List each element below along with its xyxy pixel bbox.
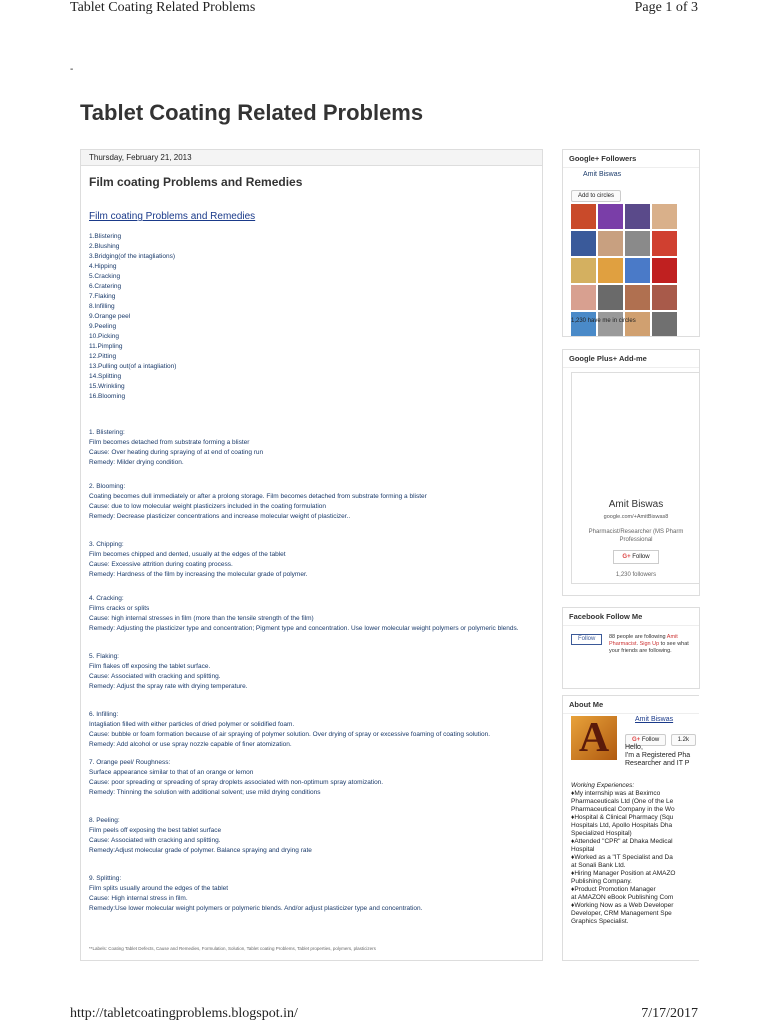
problem-section: [89, 758, 534, 798]
fb-text-post: to see what your friends are following.: [609, 641, 689, 654]
about-intro: [625, 744, 690, 768]
facebook-follow-button[interactable]: Follow: [571, 634, 602, 645]
follower-avatar[interactable]: [598, 231, 623, 256]
widget-title: Google+ Followers: [563, 150, 699, 168]
toc-item: 10.Picking: [89, 333, 119, 340]
follower-avatar[interactable]: [571, 231, 596, 256]
toc-item: 7.Flaking: [89, 293, 116, 300]
toc-item: 16.Blooming: [89, 393, 126, 400]
add-to-circles-label[interactable]: Add to circles: [571, 190, 621, 202]
experience-line: Publishing Company.: [571, 878, 632, 885]
toc-item: 3.Bridging(of the intagliations): [89, 253, 175, 260]
pdf-header-title: Tablet Coating Related Problems: [70, 0, 256, 15]
facebook-follow-text: [609, 634, 700, 655]
follower-avatar[interactable]: [625, 231, 650, 256]
blog-post: [80, 149, 543, 961]
follower-avatar[interactable]: [598, 312, 623, 337]
experience-line: Hospital: [571, 846, 595, 853]
pdf-page-number: Page 1 of 3: [634, 0, 698, 15]
experience-line: at AMAZON eBook Publishing Com: [571, 894, 674, 901]
section-line: Remedy: Add alcohol or use spray nozzle capable of finer atomization.: [89, 741, 292, 748]
section-line: Remedy: Hardness of the film by increasing the molecular grade of polymer.: [89, 571, 308, 578]
problem-sections: [81, 428, 542, 914]
follower-avatar[interactable]: [598, 258, 623, 283]
section-line: Cause: Associated with cracking and splitting.: [89, 837, 221, 844]
follower-avatar[interactable]: [571, 312, 596, 337]
profile-role-line1: Pharmacist/Researcher (MS Pharm: [588, 529, 684, 535]
fb-profile-link[interactable]: Amit Pharmacist: [609, 634, 678, 647]
google-plus-addme-widget: [562, 349, 700, 596]
problem-section: [89, 540, 534, 580]
section-line: Intagliation filled with either particles of dried polymer or solidified foam.: [89, 721, 295, 728]
post-title[interactable]: Film coating Problems and Remedies: [89, 175, 303, 189]
working-experiences: [571, 782, 699, 926]
experience-lines: [571, 790, 699, 926]
section-line: Cause: bubble or foam formation because of air spraying of polymer solution. Over drying of spray or excessive foaming of coating solution.: [89, 731, 491, 738]
post-labels[interactable]: **Labels: Coating Tablet Defects, Cause and Remedies, Formulation, Solution, Tablet coating Problems, Tablet properties, polymers, plasticizers: [89, 946, 376, 951]
post-title-link[interactable]: Film coating Problems and Remedies: [89, 211, 256, 222]
experience-line: ♦Attended "CPR" at Dhaka Medical: [571, 838, 673, 845]
section-line: Cause: Excessive attrition during coating process.: [89, 561, 233, 568]
section-heading: 3. Chipping:: [89, 541, 124, 548]
follower-avatar[interactable]: [652, 312, 677, 337]
profile-role: [572, 528, 700, 544]
follower-avatar[interactable]: [625, 204, 650, 229]
section-line: Cause: due to low molecular weight plasticizers included in the coating formulation: [89, 503, 327, 510]
section-line: Remedy: Decrease plasticizer concentrations and increase molecular weight of plasticizer..: [89, 513, 351, 520]
about-intro-line3: Researcher and IT P: [625, 760, 690, 767]
section-heading: 2. Blooming:: [89, 483, 126, 490]
problem-section: [89, 428, 534, 468]
section-line: Films cracks or splits: [89, 605, 150, 612]
section-heading: 4. Cracking:: [89, 595, 124, 602]
about-follow-count: 1.2k: [671, 734, 696, 746]
follower-avatar[interactable]: [571, 258, 596, 283]
section-line: Remedy: Milder drying condition.: [89, 459, 184, 466]
problem-section: [89, 816, 534, 856]
problem-section: [89, 652, 534, 692]
add-to-circles-button[interactable]: [571, 184, 621, 202]
section-heading: 1. Blistering:: [89, 429, 125, 436]
toc-item: 15.Wrinkling: [89, 383, 125, 390]
pdf-footer-url: http://tabletcoatingproblems.blogspot.in/: [70, 1006, 298, 1021]
section-line: Cause: high internal stresses in film (more than the tensile strength of the film): [89, 615, 314, 622]
section-line: Cause: poor spreading or spreading of spray droplets associated with non-optimum spray atomization.: [89, 779, 384, 786]
section-line: Film peels off exposing the best tablet surface: [89, 827, 222, 834]
google-followers-widget: [562, 149, 700, 337]
section-line: Remedy: Adjust the spray rate with drying temperature.: [89, 683, 248, 690]
pdf-footer-date: 7/17/2017: [641, 1006, 698, 1021]
dash-mark: -: [70, 64, 74, 75]
follower-avatar[interactable]: [652, 231, 677, 256]
page-title: Tablet Coating Related Problems: [80, 100, 424, 125]
experience-line: ♦Product Promotion Manager: [571, 886, 656, 893]
section-line: Film splits usually around the edges of the tablet: [89, 885, 229, 892]
section-line: Cause: Over heating during spraying of at end of coating run: [89, 449, 264, 456]
section-line: Remedy: Thinning the solution with additional solvent; use mild drying conditions: [89, 789, 321, 796]
follower-avatar[interactable]: [571, 204, 596, 229]
follower-avatar[interactable]: [598, 285, 623, 310]
follow-label: Follow: [632, 554, 650, 560]
toc-item: 12.Pitting: [89, 353, 117, 360]
section-heading: 6. Infilling:: [89, 711, 119, 718]
post-date: Thursday, February 21, 2013: [81, 150, 542, 166]
about-intro-line2: I'm a Registered Pha: [625, 752, 691, 759]
follower-avatar[interactable]: [625, 285, 650, 310]
experience-line: Pharmaceutical Company in the Wo: [571, 806, 675, 813]
experience-line: Developer, CRM Management Spe: [571, 910, 672, 917]
profile-role-line2: Professional: [619, 537, 653, 543]
follower-avatar[interactable]: [571, 285, 596, 310]
profile-name[interactable]: Amit Biswas: [608, 499, 664, 510]
experience-line: ♦Hospital & Clinical Pharmacy (Squ: [571, 814, 674, 821]
section-line: Cause: Associated with cracking and splitting.: [89, 673, 221, 680]
section-line: Remedy:Use lower molecular weight polymers or polymeric blends. And/or adjust plasticizer type and concentration.: [89, 905, 423, 912]
section-line: Cause: High internal stress in film.: [89, 895, 188, 902]
working-experiences-title: Working Experiences:: [571, 782, 635, 789]
about-me-widget: [562, 695, 699, 961]
section-heading: 7. Orange peel/ Roughness:: [89, 759, 171, 766]
toc-item: 11.Pimpling: [89, 343, 123, 350]
about-name[interactable]: Amit Biswas: [635, 716, 674, 723]
follower-avatar[interactable]: [652, 285, 677, 310]
problem-section: [89, 594, 534, 634]
google-plus-icon: G+: [632, 737, 641, 743]
experience-line: ♦Worked as a "IT Specialist and Da: [571, 854, 673, 861]
section-line: Film becomes detached from substrate forming a blister: [89, 439, 250, 446]
experience-line: Specialized Hospital): [571, 830, 632, 837]
widget-title: Facebook Follow Me: [563, 608, 699, 626]
follower-avatar[interactable]: [625, 258, 650, 283]
fb-signup-link[interactable]: Sign Up: [639, 641, 660, 647]
section-line: Film becomes chipped and dented, usually at the edges of the tablet: [89, 551, 286, 558]
about-follow-label: Follow: [641, 737, 660, 743]
toc-item: 9.Peeling: [89, 323, 117, 330]
toc-item: 8.Infilling: [89, 303, 115, 310]
toc-item: 4.Hipping: [89, 263, 117, 270]
section-line: Coating becomes dull immediately or after a prolong storage. Film becomes detached from substrate forming a blister: [89, 493, 427, 500]
section-line: Film flakes off exposing the tablet surface.: [89, 663, 211, 670]
facebook-follow-row: [571, 634, 699, 654]
profile-url[interactable]: google.com/+AmitBiswas8: [603, 514, 669, 520]
fb-text-mid: .: [636, 641, 640, 647]
section-heading: 9. Splitting:: [89, 875, 122, 882]
toc-item: 14.Splitting: [89, 373, 122, 380]
section-line: Remedy:Adjust molecular grade of polymer. Balance spraying and drying rate: [89, 847, 312, 854]
experience-line: at Sonali Bank Ltd.: [571, 862, 626, 869]
circles-count: 1,230 have me in circles: [571, 318, 636, 324]
follow-button[interactable]: [613, 550, 658, 564]
toc-item: 2.Blushing: [89, 243, 120, 250]
problem-section: [89, 874, 534, 914]
section-line: Remedy: Adjusting the plasticizer type and concentration; Pigment type and concentration. Use lower molecular weight polymers or polymeric blends.: [89, 625, 519, 632]
toc-item: 13.Pulling out(of a intagliation): [89, 363, 177, 370]
facebook-follow-widget: [562, 607, 700, 689]
experience-line: Graphics Specialist.: [571, 918, 629, 925]
problem-section: [89, 482, 534, 522]
follower-avatar[interactable]: [652, 204, 677, 229]
follower-avatar[interactable]: [625, 312, 650, 337]
experience-line: ♦My internship was at Beximco: [571, 790, 661, 797]
toc-item: 5.Cracking: [89, 273, 121, 280]
profile-card: [571, 372, 700, 584]
toc-list: [89, 232, 542, 402]
widget-title: Google Plus+ Add-me: [563, 350, 699, 368]
widget-title: About Me: [563, 696, 699, 714]
experience-line: Hospitals Ltd, Apollo Hospitals Dha: [571, 822, 673, 829]
section-heading: 5. Flaking:: [89, 653, 119, 660]
follower-avatar[interactable]: [598, 204, 623, 229]
followers-count: 1,230 followers: [615, 572, 657, 578]
follower-avatar[interactable]: [652, 258, 677, 283]
experience-line: ♦Hiring Manager Position at AMAZO: [571, 870, 676, 877]
fb-text-pre: 88 people are following: [609, 634, 667, 640]
toc-item: 1.Blistering: [89, 233, 122, 240]
experience-line: Pharmaceuticals Ltd (One of the Le: [571, 798, 674, 805]
toc-item: 6.Cratering: [89, 283, 122, 290]
section-line: Surface appearance similar to that of an orange or lemon: [89, 769, 254, 776]
section-heading: 8. Peeling:: [89, 817, 120, 824]
google-plus-icon: G+: [622, 554, 631, 560]
toc-item: 9.Orange peel: [89, 313, 131, 320]
about-intro-line1: Hello,: [625, 744, 643, 751]
follower-name[interactable]: Amit Biswas: [583, 171, 622, 178]
problem-section: [89, 710, 534, 750]
experience-line: ♦Working Now as a Web Developer: [571, 902, 674, 909]
profile-image[interactable]: A: [571, 716, 617, 760]
